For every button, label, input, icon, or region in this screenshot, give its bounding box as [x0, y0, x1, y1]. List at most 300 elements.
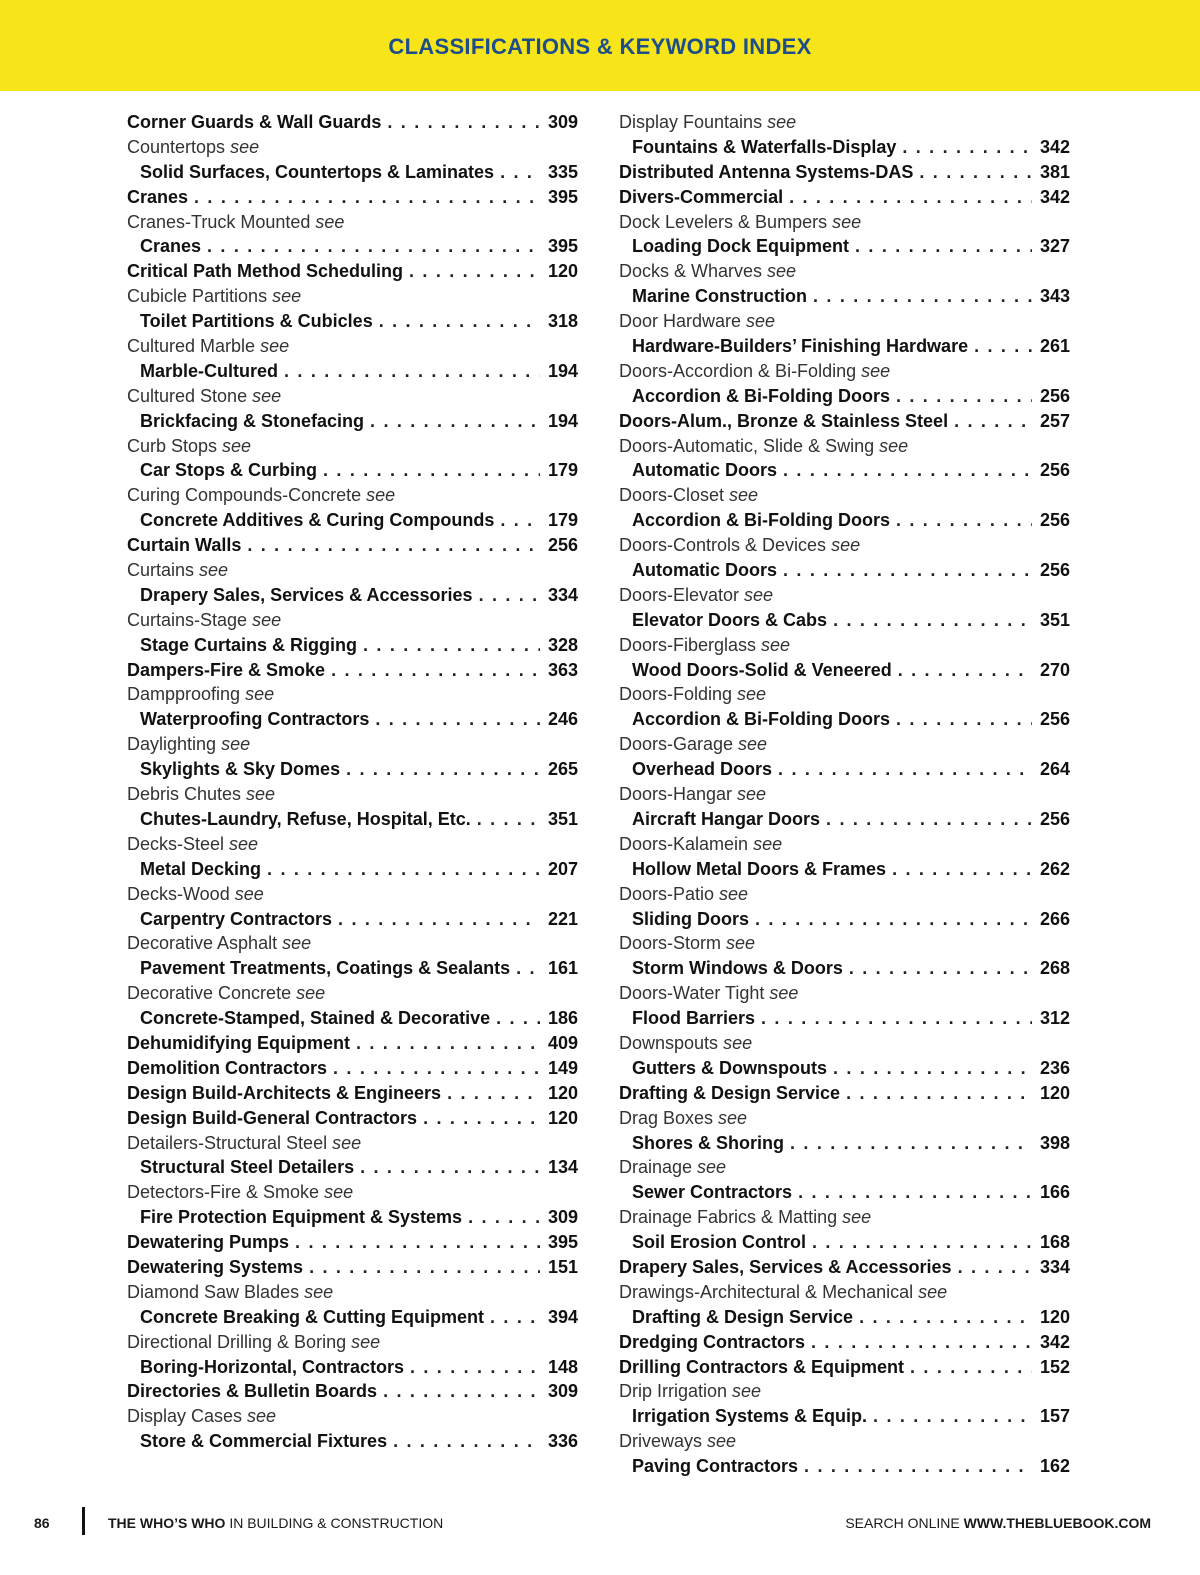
page-reference: 270 — [1039, 659, 1070, 680]
classification-label: Waterproofing Contractors — [140, 709, 370, 730]
website-link[interactable]: WWW.THEBLUEBOOK.COM — [963, 1515, 1151, 1531]
classification-label: Accordion & Bi-Folding Doors — [632, 709, 890, 730]
index-see-target[interactable] — [127, 757, 578, 782]
page-reference: 351 — [547, 808, 578, 829]
index-cross-reference — [619, 483, 1070, 508]
page-reference: 120 — [1039, 1082, 1070, 1103]
page-reference: 221 — [547, 908, 578, 929]
page-reference: 312 — [1039, 1008, 1070, 1029]
page-reference: 363 — [547, 659, 578, 680]
keyword-label: Curtains-Stage — [127, 609, 248, 630]
classification-label: Concrete Additives & Curing Compounds — [140, 510, 495, 531]
classification-label: Demolition Contractors — [127, 1057, 328, 1078]
index-see-target[interactable] — [127, 409, 578, 434]
index-entry[interactable] — [127, 1106, 578, 1131]
classification-label: Skylights & Sky Domes — [140, 759, 341, 780]
index-see-target[interactable] — [127, 1205, 578, 1230]
index-see-target[interactable] — [619, 1180, 1070, 1205]
index-see-target[interactable] — [619, 757, 1070, 782]
keyword-label: Doors-Elevator — [619, 584, 740, 605]
dot-leader — [958, 1255, 1032, 1280]
index-entry[interactable] — [619, 1355, 1070, 1380]
page-title: CLASSIFICATIONS & KEYWORD INDEX — [388, 34, 812, 59]
keyword-label: Cranes-Truck Mounted — [127, 211, 311, 232]
index-cross-reference — [619, 434, 1070, 459]
index-see-target[interactable] — [127, 508, 578, 533]
see-reference: see — [272, 286, 302, 307]
page-reference: 256 — [1039, 510, 1070, 531]
page-reference: 342 — [1039, 1331, 1070, 1352]
dot-leader — [898, 658, 1032, 683]
dot-leader — [496, 1006, 540, 1031]
see-reference: see — [738, 734, 768, 755]
dot-leader — [500, 160, 540, 185]
index-entry[interactable] — [127, 658, 578, 683]
keyword-label: Dock Levelers & Bumpers — [619, 211, 828, 232]
classification-label: Brickfacing & Stonefacing — [140, 410, 365, 431]
see-reference: see — [282, 933, 312, 954]
index-see-target[interactable] — [127, 907, 578, 932]
classification-label: Solid Surfaces, Countertops & Laminates — [140, 161, 495, 182]
dot-leader — [813, 284, 1032, 309]
index-cross-reference — [619, 1106, 1070, 1131]
page-reference: 256 — [1039, 709, 1070, 730]
keyword-label: Doors-Kalamein — [619, 833, 749, 854]
index-cross-reference — [127, 135, 578, 160]
footer-divider — [82, 1507, 85, 1535]
index-cross-reference — [127, 1404, 578, 1429]
dot-leader — [267, 857, 540, 882]
index-cross-reference — [127, 981, 578, 1006]
keyword-label: Doors-Closet — [619, 485, 725, 506]
see-reference: see — [351, 1331, 381, 1352]
index-see-target[interactable] — [619, 608, 1070, 633]
index-cross-reference — [619, 1031, 1070, 1056]
index-entry[interactable] — [127, 1379, 578, 1404]
page-reference: 120 — [547, 1107, 578, 1128]
dot-leader — [855, 234, 1032, 259]
index-entry[interactable] — [127, 533, 578, 558]
index-see-target[interactable] — [127, 857, 578, 882]
page-reference: 152 — [1039, 1356, 1070, 1377]
page-footer — [0, 1507, 1200, 1537]
dot-leader — [896, 384, 1032, 409]
keyword-label: Doors-Folding — [619, 684, 733, 705]
index-entry[interactable] — [619, 409, 1070, 434]
page-reference: 120 — [547, 261, 578, 282]
index-cross-reference — [619, 832, 1070, 857]
index-see-target[interactable] — [619, 234, 1070, 259]
index-see-target[interactable] — [619, 1454, 1070, 1479]
classification-label: Accordion & Bi-Folding Doors — [632, 385, 890, 406]
index-entry[interactable] — [619, 1255, 1070, 1280]
publication-name — [108, 1515, 443, 1531]
page-reference: 335 — [547, 161, 578, 182]
keyword-label: Drainage — [619, 1157, 693, 1178]
keyword-label: Curb Stops — [127, 435, 218, 456]
index-see-target[interactable] — [619, 857, 1070, 882]
index-see-target[interactable] — [619, 1230, 1070, 1255]
index-entry[interactable] — [127, 1081, 578, 1106]
index-see-target[interactable] — [619, 284, 1070, 309]
keyword-label: Drag Boxes — [619, 1107, 714, 1128]
index-see-target[interactable] — [127, 583, 578, 608]
classification-label: Drilling Contractors & Equipment — [619, 1356, 905, 1377]
classification-label: Fountains & Waterfalls-Display — [632, 136, 897, 157]
dot-leader — [207, 234, 540, 259]
index-see-target[interactable] — [619, 384, 1070, 409]
index-see-target[interactable] — [619, 1131, 1070, 1156]
index-see-target[interactable] — [127, 1305, 578, 1330]
index-see-target[interactable] — [619, 508, 1070, 533]
see-reference: see — [247, 1406, 277, 1427]
dot-leader — [309, 1255, 540, 1280]
index-see-target[interactable] — [127, 234, 578, 259]
dot-leader — [323, 458, 540, 483]
index-see-target[interactable] — [619, 1404, 1070, 1429]
page-reference: 336 — [547, 1431, 578, 1452]
index-cross-reference — [127, 558, 578, 583]
index-entry[interactable] — [127, 259, 578, 284]
publication-name-bold: THE WHO’S WHO — [108, 1515, 226, 1531]
see-reference: see — [744, 584, 774, 605]
keyword-label: Doors-Storm — [619, 933, 722, 954]
index-see-target[interactable] — [619, 658, 1070, 683]
classification-label: Marine Construction — [632, 286, 808, 307]
dot-leader — [247, 533, 540, 558]
index-cross-reference — [619, 309, 1070, 334]
classification-label: Pavement Treatments, Coatings & Sealants — [140, 958, 511, 979]
see-reference: see — [366, 485, 396, 506]
index-entry[interactable] — [127, 1056, 578, 1081]
page-reference: 207 — [547, 858, 578, 879]
page-reference: 134 — [547, 1157, 578, 1178]
see-reference: see — [767, 261, 797, 282]
index-cross-reference — [127, 931, 578, 956]
keyword-label: Cubicle Partitions — [127, 286, 268, 307]
classification-label: Soil Erosion Control — [632, 1232, 806, 1253]
classification-label: Toilet Partitions & Cubicles — [140, 311, 373, 332]
index-cross-reference — [619, 259, 1070, 284]
dot-leader — [826, 807, 1032, 832]
page-reference: 266 — [1039, 908, 1070, 929]
index-see-target[interactable] — [127, 309, 578, 334]
dot-leader — [873, 1404, 1032, 1429]
keyword-label: Diamond Saw Blades — [127, 1281, 300, 1302]
index-see-target[interactable] — [619, 458, 1070, 483]
dot-leader — [447, 1081, 540, 1106]
keyword-label: Doors-Automatic, Slide & Swing — [619, 435, 875, 456]
dot-leader — [761, 1006, 1032, 1031]
classification-label: Curtain Walls — [127, 535, 242, 556]
classification-label: Dewatering Pumps — [127, 1232, 290, 1253]
dot-leader — [755, 907, 1032, 932]
page-reference: 194 — [547, 410, 578, 431]
index-see-target[interactable] — [127, 1355, 578, 1380]
keyword-label: Display Cases — [127, 1406, 243, 1427]
dot-leader — [849, 956, 1032, 981]
see-reference: see — [697, 1157, 727, 1178]
keyword-label: Daylighting — [127, 734, 217, 755]
index-see-target[interactable] — [619, 1305, 1070, 1330]
see-reference: see — [252, 609, 282, 630]
index-see-target[interactable] — [127, 160, 578, 185]
see-reference: see — [767, 112, 797, 132]
see-reference: see — [707, 1431, 737, 1452]
index-cross-reference — [127, 1330, 578, 1355]
see-reference: see — [861, 360, 891, 381]
index-entry[interactable] — [619, 1081, 1070, 1106]
classification-label: Directories & Bulletin Boards — [127, 1381, 378, 1402]
dot-leader — [778, 757, 1032, 782]
index-entry[interactable] — [127, 1031, 578, 1056]
page-reference: 246 — [547, 709, 578, 730]
classification-label: Doors-Alum., Bronze & Stainless Steel — [619, 410, 949, 431]
keyword-label: Debris Chutes — [127, 784, 242, 805]
see-reference: see — [746, 311, 776, 332]
index-cross-reference — [619, 732, 1070, 757]
page-reference: 149 — [547, 1057, 578, 1078]
page-reference: 261 — [1039, 336, 1070, 357]
classification-label: Elevator Doors & Cabs — [632, 609, 828, 630]
page-reference: 328 — [547, 634, 578, 655]
search-online — [845, 1515, 1151, 1531]
index-cross-reference — [127, 284, 578, 309]
page-number: 86 — [34, 1515, 50, 1531]
dot-leader — [477, 807, 540, 832]
keyword-label: Decorative Asphalt — [127, 933, 278, 954]
index-cross-reference — [619, 782, 1070, 807]
see-reference: see — [245, 684, 275, 705]
classification-label: Storm Windows & Doors — [632, 958, 843, 979]
classification-label: Drapery Sales, Services & Accessories — [619, 1256, 952, 1277]
index-cross-reference — [127, 384, 578, 409]
classification-label: Design Build-Architects & Engineers — [127, 1082, 442, 1103]
index-see-target[interactable] — [619, 558, 1070, 583]
page-reference: 120 — [547, 1082, 578, 1103]
keyword-label: Doors-Fiberglass — [619, 634, 757, 655]
see-reference: see — [726, 933, 756, 954]
index-entry[interactable] — [127, 185, 578, 210]
page-reference: 395 — [547, 236, 578, 257]
see-reference: see — [221, 734, 251, 755]
classification-label: Structural Steel Detailers — [140, 1157, 355, 1178]
see-reference: see — [737, 784, 767, 805]
dot-leader — [490, 1305, 540, 1330]
dot-leader — [409, 259, 540, 284]
classification-label: Stage Curtains & Rigging — [140, 634, 358, 655]
page-reference: 395 — [547, 186, 578, 207]
dot-leader — [812, 1230, 1032, 1255]
dot-leader — [338, 907, 540, 932]
classification-label: Sliding Doors — [632, 908, 749, 929]
page-reference: 179 — [547, 510, 578, 531]
dot-leader — [284, 359, 540, 384]
index-cross-reference — [619, 210, 1070, 235]
classification-label: Car Stops & Curbing — [140, 460, 318, 481]
page-reference: 256 — [1039, 808, 1070, 829]
keyword-label: Drip Irrigation — [619, 1381, 728, 1402]
see-reference: see — [723, 1032, 753, 1053]
index-entry[interactable] — [127, 1230, 578, 1255]
see-reference: see — [315, 211, 345, 232]
page-reference: 162 — [1039, 1456, 1070, 1477]
classification-label: Drafting & Design Service — [632, 1306, 854, 1327]
keyword-label: Detectors-Fire & Smoke — [127, 1182, 320, 1203]
dot-leader — [194, 185, 540, 210]
dot-leader — [811, 1330, 1032, 1355]
see-reference: see — [332, 1132, 362, 1153]
classification-label: Irrigation Systems & Equip. — [632, 1406, 868, 1427]
dot-leader — [393, 1429, 540, 1454]
index-see-target[interactable] — [127, 633, 578, 658]
page-reference: 342 — [1039, 186, 1070, 207]
see-reference: see — [769, 983, 799, 1004]
page-reference: 120 — [1039, 1306, 1070, 1327]
index-cross-reference — [127, 1131, 578, 1156]
see-reference: see — [737, 684, 767, 705]
keyword-label: Display Fountains — [619, 112, 763, 132]
index-cross-reference — [127, 832, 578, 857]
keyword-label: Doors-Accordion & Bi-Folding — [619, 360, 857, 381]
classification-label: Corner Guards & Wall Guards — [127, 112, 382, 132]
classification-label: Drapery Sales, Services & Accessories — [140, 584, 473, 605]
page-reference: 334 — [547, 584, 578, 605]
index-cross-reference — [127, 210, 578, 235]
page-reference: 309 — [547, 112, 578, 132]
classification-label: Paving Contractors — [632, 1456, 799, 1477]
index-cross-reference — [127, 732, 578, 757]
keyword-label: Decorative Concrete — [127, 983, 292, 1004]
index-entry[interactable] — [127, 110, 578, 135]
index-cross-reference — [619, 359, 1070, 384]
dot-leader — [363, 633, 540, 658]
page-reference: 256 — [1039, 385, 1070, 406]
index-see-target[interactable] — [127, 1155, 578, 1180]
dot-leader — [360, 1155, 540, 1180]
page-reference: 265 — [547, 759, 578, 780]
page-reference: 257 — [1039, 410, 1070, 431]
index-see-target[interactable] — [619, 907, 1070, 932]
index-entry[interactable] — [619, 1330, 1070, 1355]
page-reference: 394 — [547, 1306, 578, 1327]
dot-leader — [295, 1230, 540, 1255]
index-cross-reference — [619, 1205, 1070, 1230]
dot-leader — [331, 658, 540, 683]
search-prefix: SEARCH ONLINE — [845, 1515, 964, 1531]
dot-leader — [902, 135, 1032, 160]
dot-leader — [892, 857, 1032, 882]
classification-label: Concrete Breaking & Cutting Equipment — [140, 1306, 485, 1327]
page-reference: 327 — [1039, 236, 1070, 257]
index-cross-reference — [619, 981, 1070, 1006]
dot-leader — [346, 757, 540, 782]
keyword-label: Cultured Stone — [127, 385, 248, 406]
page-reference: 268 — [1039, 958, 1070, 979]
index-see-target[interactable] — [619, 956, 1070, 981]
dot-leader — [910, 1355, 1032, 1380]
classification-label: Boring-Horizontal, Contractors — [140, 1356, 404, 1377]
classification-label: Overhead Doors — [632, 759, 773, 780]
keyword-label: Cultured Marble — [127, 336, 256, 357]
index-see-target[interactable] — [127, 1429, 578, 1454]
see-reference: see — [719, 883, 749, 904]
page-reference: 381 — [1039, 161, 1070, 182]
page-reference: 409 — [547, 1032, 578, 1053]
see-reference: see — [324, 1182, 354, 1203]
page-reference: 186 — [547, 1008, 578, 1029]
index-see-target[interactable] — [619, 707, 1070, 732]
page-reference: 262 — [1039, 858, 1070, 879]
dot-leader — [833, 608, 1032, 633]
page-reference: 161 — [547, 958, 578, 979]
index-cross-reference — [127, 434, 578, 459]
index-cross-reference — [619, 682, 1070, 707]
classification-label: Accordion & Bi-Folding Doors — [632, 510, 890, 531]
dot-leader — [356, 1031, 540, 1056]
index-cross-reference — [619, 633, 1070, 658]
index-see-target[interactable] — [619, 334, 1070, 359]
index-cross-reference — [619, 882, 1070, 907]
page-reference: 334 — [1039, 1256, 1070, 1277]
see-reference: see — [229, 833, 259, 854]
dot-leader — [919, 160, 1032, 185]
index-entry[interactable] — [619, 160, 1070, 185]
index-see-target[interactable] — [127, 956, 578, 981]
index-cross-reference — [619, 533, 1070, 558]
dot-leader — [789, 185, 1032, 210]
index-see-target[interactable] — [619, 807, 1070, 832]
classification-label: Concrete-Stamped, Stained & Decorative — [140, 1008, 491, 1029]
index-see-target[interactable] — [127, 359, 578, 384]
see-reference: see — [252, 385, 282, 406]
dot-leader — [833, 1056, 1032, 1081]
index-entry[interactable] — [619, 185, 1070, 210]
page-reference: 343 — [1039, 286, 1070, 307]
index-entry[interactable] — [127, 1255, 578, 1280]
index-see-target[interactable] — [619, 1056, 1070, 1081]
index-cross-reference — [619, 931, 1070, 956]
see-reference: see — [296, 983, 326, 1004]
keyword-label: Directional Drilling & Boring — [127, 1331, 347, 1352]
dot-leader — [387, 110, 540, 135]
page-reference: 256 — [547, 535, 578, 556]
index-see-target[interactable] — [127, 458, 578, 483]
dot-leader — [516, 956, 540, 981]
dot-leader — [790, 1131, 1032, 1156]
classification-label: Hollow Metal Doors & Frames — [632, 858, 887, 879]
index-cross-reference — [127, 483, 578, 508]
see-reference: see — [918, 1281, 948, 1302]
index-see-target[interactable] — [127, 1006, 578, 1031]
keyword-label: Countertops — [127, 136, 226, 157]
dot-leader — [798, 1180, 1032, 1205]
classification-label: Wood Doors-Solid & Veneered — [632, 659, 892, 680]
keyword-label: Doors-Patio — [619, 883, 715, 904]
index-see-target[interactable] — [127, 807, 578, 832]
classification-label: Cranes — [140, 236, 202, 257]
index-see-target[interactable] — [619, 1006, 1070, 1031]
index-cross-reference — [127, 682, 578, 707]
publication-name-rest: IN BUILDING & CONSTRUCTION — [225, 1515, 444, 1531]
index-see-target[interactable] — [619, 135, 1070, 160]
page-reference: 351 — [1039, 609, 1070, 630]
index-cross-reference — [127, 608, 578, 633]
page-reference: 309 — [547, 1381, 578, 1402]
classification-label: Gutters & Downspouts — [632, 1057, 828, 1078]
keyword-label: Decks-Steel — [127, 833, 225, 854]
index-see-target[interactable] — [127, 707, 578, 732]
